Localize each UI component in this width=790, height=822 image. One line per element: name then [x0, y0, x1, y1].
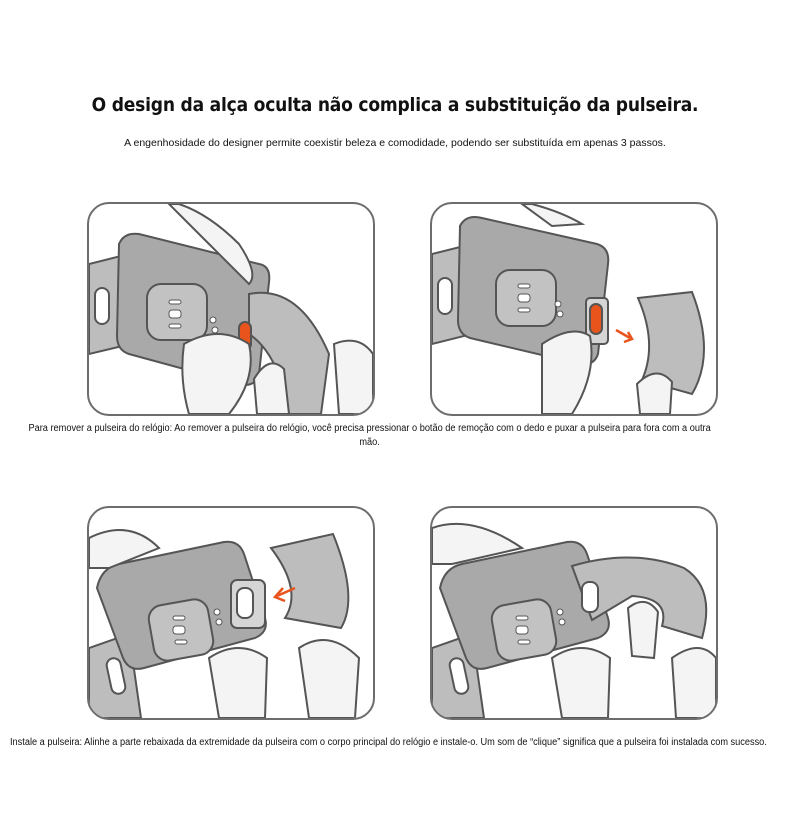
- step-remove-pull-illustration: [430, 202, 718, 416]
- step-remove-press-illustration: [87, 202, 375, 416]
- step-install-click-illustration: [430, 506, 718, 720]
- page-title: O design da alça oculta não complica a substituição da pulseira.: [91, 94, 699, 116]
- page-subtitle: A engenhosidade do designer permite coexistir beleza e comodidade, podendo ser substituída em apenas 3 passos.: [124, 137, 666, 149]
- step-remove-caption: Para remover a pulseira do relógio: Ao remover a pulseira do relógio, você precisa pressionar o botão de remoção com o dedo e puxar a pulseira para fora com a outra mão.: [28, 423, 711, 448]
- step-install-align-illustration: [87, 506, 375, 720]
- step-install-caption: Instale a pulseira: Alinhe a parte rebaixada da extremidade da pulseira com o corpo principal do relógio e instale-o. Um som de “clique” significa que a pulseira foi instalada com sucesso.: [10, 737, 767, 748]
